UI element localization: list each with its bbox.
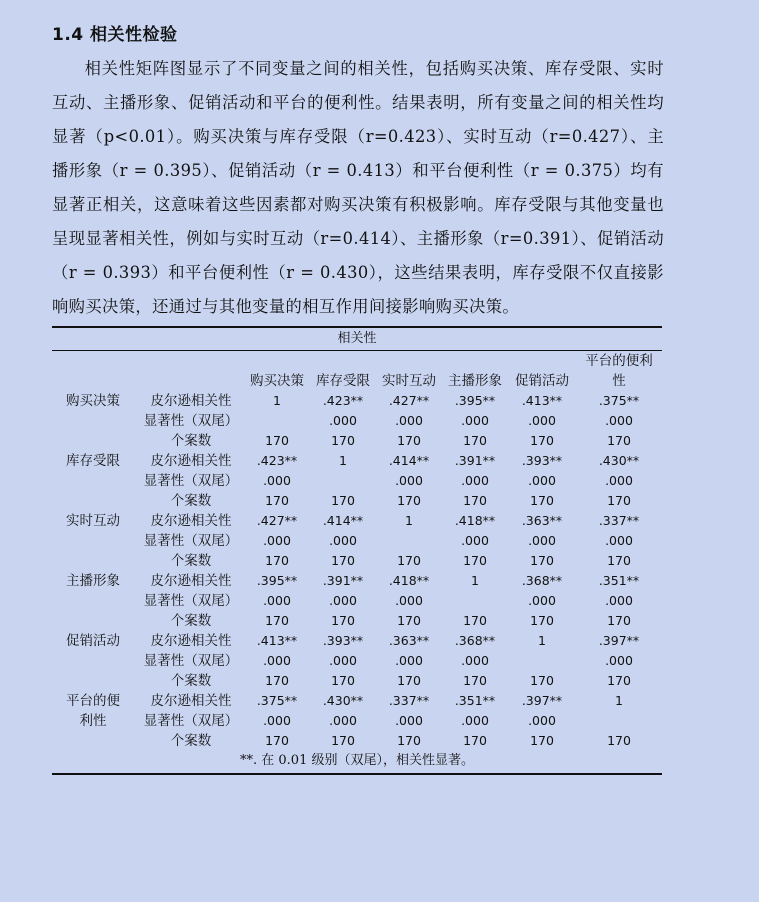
table-cell: 170 [265, 553, 289, 568]
table-cell: .363** [521, 513, 563, 528]
table-bottom-rule [52, 773, 662, 775]
table-cell: 170 [397, 673, 421, 688]
table-cell: .337** [598, 513, 640, 528]
table-cell: 170 [607, 673, 631, 688]
table-cell: 170 [463, 733, 487, 748]
table-cell: 1 [538, 633, 546, 648]
table-cell: 170 [397, 613, 421, 628]
table-cell: .000 [461, 713, 489, 728]
table-cell: 170 [265, 733, 289, 748]
table-cell: .413** [256, 633, 298, 648]
table-cell: .395** [256, 573, 298, 588]
table-cell: .000 [528, 413, 556, 428]
table-cell: .427** [256, 513, 298, 528]
table-cell: .375** [598, 393, 640, 408]
table-cell: 170 [265, 433, 289, 448]
table-cell: .000 [263, 713, 291, 728]
table-cell: .000 [329, 533, 357, 548]
table-cell: 170 [265, 613, 289, 628]
row-variable-label: 库存受限 [66, 453, 120, 469]
table-cell: 1 [471, 573, 479, 588]
table-cell: .000 [395, 593, 423, 608]
row-stat-label: 皮尔逊相关性 [150, 393, 232, 409]
table-cell: 170 [331, 433, 355, 448]
column-header: 库存受限 [316, 373, 370, 389]
table-cell: .375** [256, 693, 298, 708]
column-header: 平台的便利性 [585, 353, 653, 389]
table-cell: .000 [263, 533, 291, 548]
table-cell: .430** [322, 693, 364, 708]
column-header: 促销活动 [515, 373, 569, 389]
row-stat-label: 显著性（双尾） [143, 473, 239, 489]
table-cell: 170 [607, 433, 631, 448]
table-cell: .000 [263, 653, 291, 668]
table-cell: .000 [395, 473, 423, 488]
table-note: **. 在 0.01 级别（双尾），相关性显著。 [240, 753, 474, 768]
table-cell: .430** [598, 453, 640, 468]
row-stat-label: 皮尔逊相关性 [150, 633, 232, 649]
table-cell: .000 [461, 473, 489, 488]
section-heading: 1.4 相关性检验 [52, 25, 178, 45]
row-stat-label: 显著性（双尾） [143, 593, 239, 609]
table-cell: 170 [607, 613, 631, 628]
table-cell: .000 [395, 653, 423, 668]
table-cell: 1 [339, 453, 347, 468]
table-cell: 170 [463, 493, 487, 508]
row-stat-label: 显著性（双尾） [143, 713, 239, 729]
table-cell: .000 [461, 533, 489, 548]
table-cell: 170 [265, 673, 289, 688]
table-cell: 170 [397, 493, 421, 508]
table-cell: 170 [530, 733, 554, 748]
table-cell: 170 [397, 433, 421, 448]
column-header: 购买决策 [250, 373, 304, 389]
table-cell: .000 [461, 653, 489, 668]
row-variable-label: 促销活动 [66, 633, 120, 649]
table-cell: 170 [530, 433, 554, 448]
table-cell: 170 [607, 553, 631, 568]
column-header: 主播形象 [448, 373, 502, 389]
table-cell: 170 [607, 733, 631, 748]
row-stat-label: 个案数 [170, 553, 212, 569]
row-stat-label: 个案数 [170, 433, 212, 449]
table-cell: .000 [528, 533, 556, 548]
table-cell: .368** [521, 573, 563, 588]
table-cell: 170 [530, 673, 554, 688]
table-cell: 170 [265, 493, 289, 508]
table-cell: 170 [331, 673, 355, 688]
table-cell: .423** [256, 453, 298, 468]
table-cell: 170 [463, 673, 487, 688]
row-variable-label: 实时互动 [66, 513, 120, 529]
row-stat-label: 显著性（双尾） [143, 653, 239, 669]
table-caption: 相关性 [337, 331, 377, 346]
table-cell: .391** [322, 573, 364, 588]
table-cell: 1 [615, 693, 623, 708]
table-cell: .351** [454, 693, 496, 708]
table-cell: .418** [454, 513, 496, 528]
table-cell: 1 [273, 393, 281, 408]
table-cell: .337** [388, 693, 430, 708]
table-cell: 170 [331, 493, 355, 508]
table-cell: .397** [598, 633, 640, 648]
table-cell: .393** [521, 453, 563, 468]
correlation-table [52, 326, 662, 775]
table-header [52, 351, 662, 391]
row-variable-label: 主播形象 [66, 573, 120, 589]
row-stat-label: 皮尔逊相关性 [150, 573, 232, 589]
table-cell: 170 [331, 553, 355, 568]
table-cell: .000 [605, 533, 633, 548]
table-cell: .414** [388, 453, 430, 468]
table-cell: .397** [521, 693, 563, 708]
table-cell: .000 [528, 593, 556, 608]
table-cell: .000 [605, 593, 633, 608]
table-cell: .000 [605, 473, 633, 488]
table-cell: .395** [454, 393, 496, 408]
row-stat-label: 皮尔逊相关性 [150, 453, 232, 469]
table-cell: .363** [388, 633, 430, 648]
table-cell: 170 [530, 553, 554, 568]
table-cell: 170 [530, 493, 554, 508]
table-cell: .000 [329, 593, 357, 608]
table-cell: .000 [329, 713, 357, 728]
table-cell: .000 [528, 473, 556, 488]
row-stat-label: 个案数 [170, 493, 212, 509]
table-cell: .423** [322, 393, 364, 408]
table-cell: .000 [329, 653, 357, 668]
table-cell: 170 [397, 553, 421, 568]
table-cell: 170 [331, 733, 355, 748]
table-cell: .000 [395, 713, 423, 728]
row-stat-label: 显著性（双尾） [143, 413, 239, 429]
table-cell: .427** [388, 393, 430, 408]
table-cell: .351** [598, 573, 640, 588]
table-cell: .393** [322, 633, 364, 648]
row-stat-label: 个案数 [170, 673, 212, 689]
table-cell: .000 [461, 413, 489, 428]
table-cell: .000 [395, 413, 423, 428]
table-cell: 170 [331, 613, 355, 628]
table-cell: .000 [528, 713, 556, 728]
table-cell: .368** [454, 633, 496, 648]
body-paragraph: 相关性矩阵图显示了不同变量之间的相关性，包括购买决策、库存受限、实时互动、主播形象、促销活动和平台的便利性。结果表明，所有变量之间的相关性均显著（p<0.01）。购买决策与库存受限（r=0.423）、实时互动（r=0.427）、主播形象（r = 0.395）、促销活动（r = 0.413）和平台便利性（r = 0.375）均有显著正相关，这意味着这些因素都对购买决策有积极影响。库存受限与其他变量也呈现显著相关性，例如与实时互动（r=0.414）、主播形象（r=0.391）、促销活动（r = 0.393）和平台便利性（r = 0.430），这些结果表明，库存受限不仅直接影响购买决策，还通过与其他变量的相互作用间接影响购买决策。 [52, 59, 664, 316]
table-cell: 170 [607, 493, 631, 508]
column-header: 实时互动 [382, 373, 436, 389]
row-stat-label: 个案数 [170, 613, 212, 629]
row-variable-label: 平台的便利性 [66, 693, 120, 729]
table-cell: .000 [263, 593, 291, 608]
table-cell: 170 [463, 553, 487, 568]
table-cell: .414** [322, 513, 364, 528]
row-variable-label: 购买决策 [66, 393, 120, 409]
table-cell: .000 [329, 413, 357, 428]
table-cell: .418** [388, 573, 430, 588]
row-stat-label: 个案数 [170, 733, 212, 749]
table-cell: 170 [397, 733, 421, 748]
table-cell: .413** [521, 393, 563, 408]
table-cell: .000 [605, 413, 633, 428]
table-cell: 170 [463, 433, 487, 448]
table-cell: 170 [463, 613, 487, 628]
table-cell: 170 [530, 613, 554, 628]
table-cell: .000 [263, 473, 291, 488]
table-cell: .000 [605, 653, 633, 668]
table-body [52, 391, 662, 751]
row-stat-label: 皮尔逊相关性 [150, 513, 232, 529]
row-stat-label: 皮尔逊相关性 [150, 693, 232, 709]
row-stat-label: 显著性（双尾） [143, 533, 239, 549]
table-cell: .391** [454, 453, 496, 468]
table-cell: 1 [405, 513, 413, 528]
